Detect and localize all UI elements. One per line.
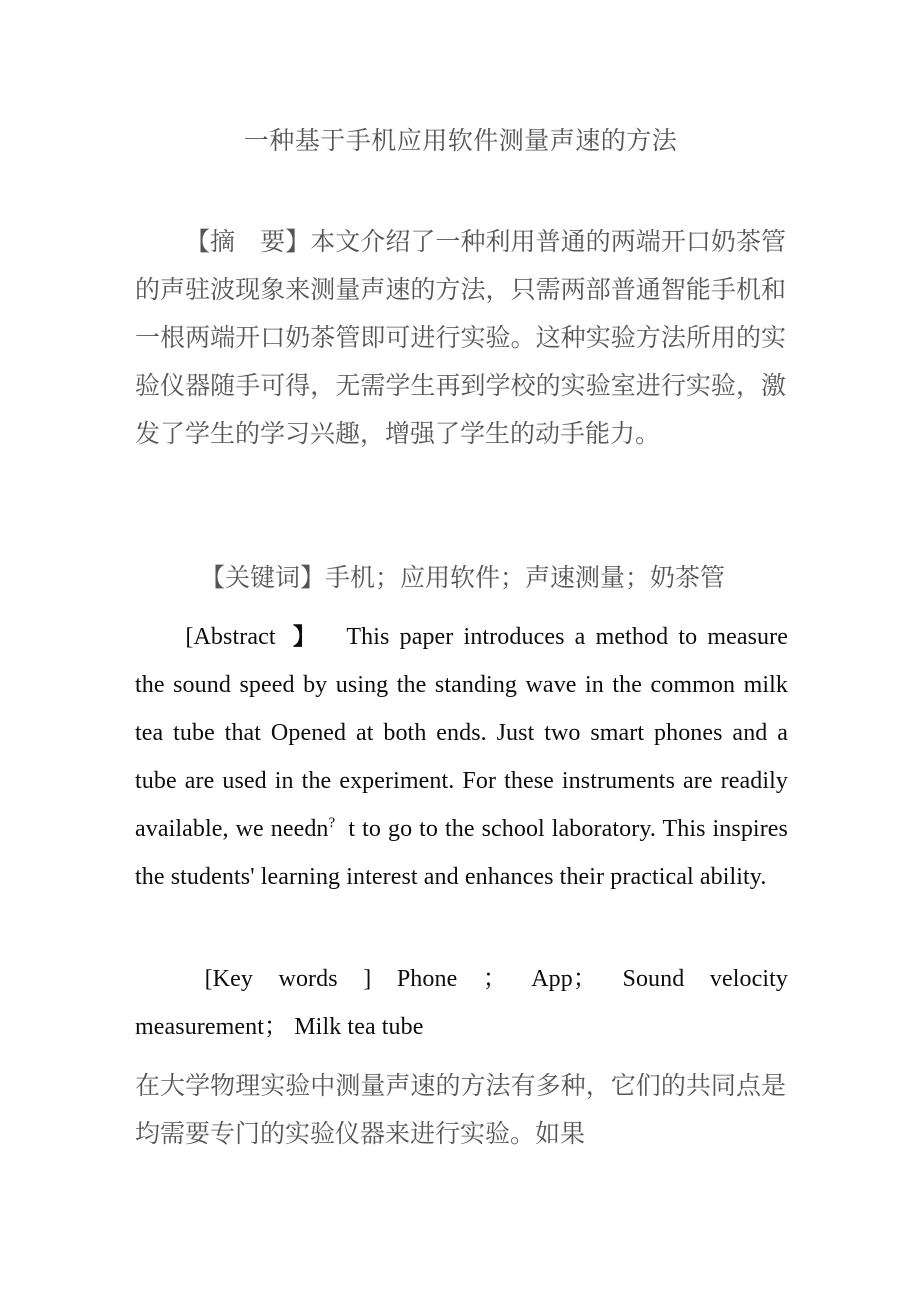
- chinese-intro-text: 在大学物理实验中测量声速的方法有多种，它们的共同点是均需要专门的实验仪器来进行实验。如果: [135, 1071, 786, 1148]
- chinese-abstract-section: [135, 218, 786, 458]
- chinese-intro-paragraph: [135, 1062, 786, 1158]
- ocr-artifact-superscript: ?: [328, 815, 336, 831]
- english-abstract-section: [135, 613, 788, 901]
- english-abstract-text: [135, 613, 788, 901]
- chinese-abstract-text: 【摘 要】本文介绍了一种利用普通的两端开口奶茶管的声驻波现象来测量声速的方法，只需两部普通智能手机和一根两端开口奶茶管即可进行实验。这种实验方法所用的实验仪器随手可得，无需学生再到学校的实验室进行实验，激发了学生的学习兴趣，增强了学生的动手能力。: [135, 227, 786, 448]
- english-abstract-body-part2: t to go to the school laboratory. This inspires the students' learning interest and enhances their practical ability.: [135, 816, 788, 890]
- english-keywords-section: [135, 955, 788, 1051]
- page-title: 一种基于手机应用软件测量声速的方法: [243, 126, 678, 155]
- chinese-keywords-line: 【关键词】手机；应用软件；声速测量；奶茶管: [200, 563, 726, 592]
- english-abstract-body-part1: This paper introduces a method to measure the sound speed by using the standing wave in the common milk tea tube that Opened at both ends. Just two smart phones and a tube are used in the experiment. For these instruments are readily available, we needn: [135, 624, 788, 842]
- english-keywords-text: [Key words ] Phone ； App； Sound velocity measurement； Milk tea tube: [135, 966, 788, 1040]
- english-abstract-label-close: 】: [288, 624, 320, 650]
- english-abstract-label-open: [Abstract: [185, 624, 276, 650]
